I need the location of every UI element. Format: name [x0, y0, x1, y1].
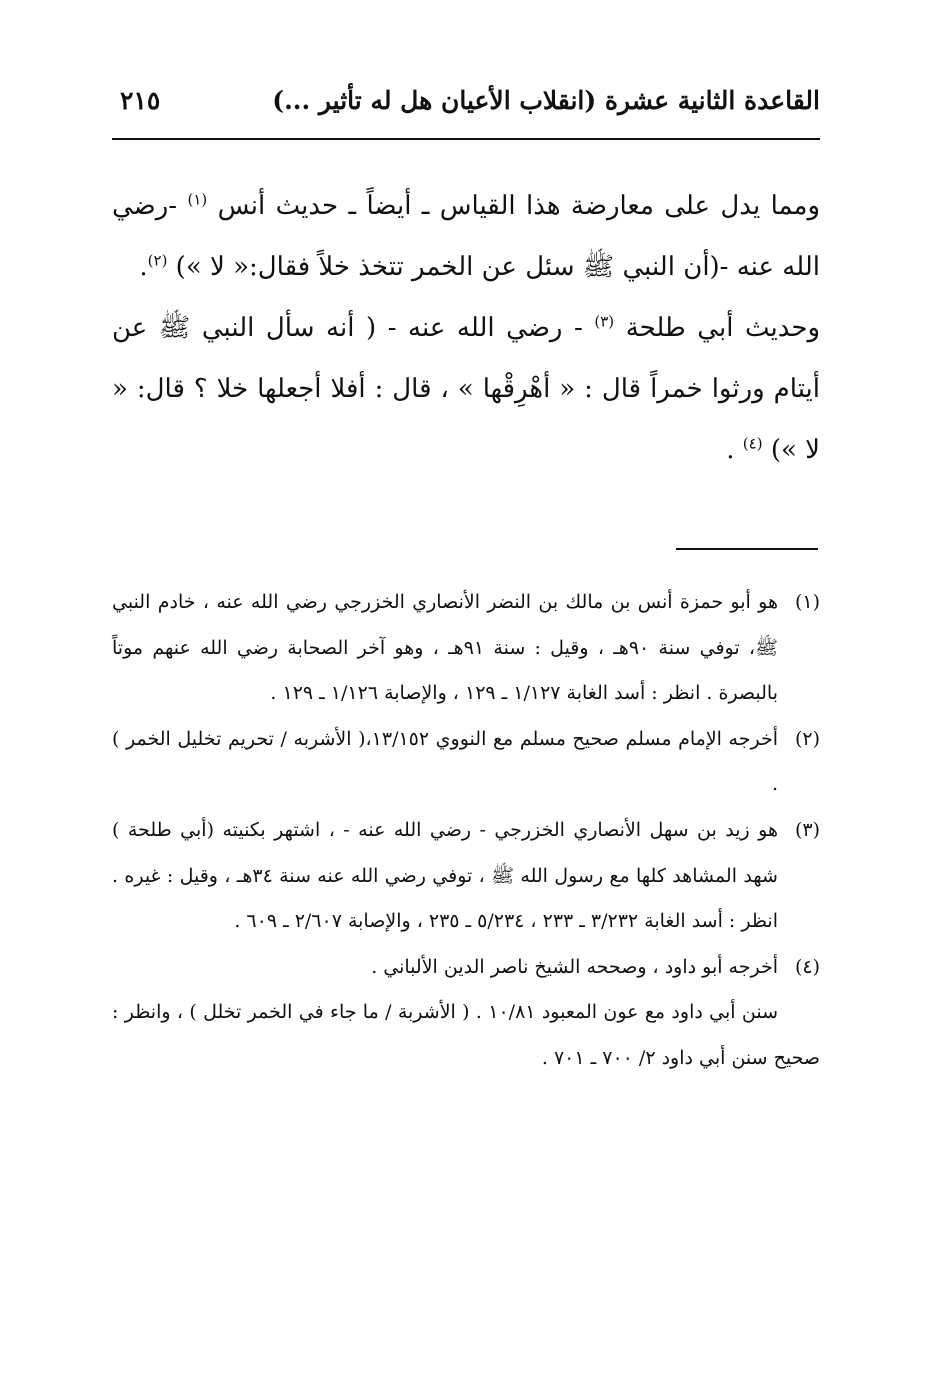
footnote-2 [112, 717, 820, 808]
footnote-separator [676, 548, 818, 550]
paragraph-2-part-c: . [726, 435, 743, 465]
paragraph-2-part-b: - رضي الله عنه - ( أنه سأل النبي ﷺ عن أيتام ورثوا خمراً قال : « أهْرِقْها » ، قال : أفلا أجعلها خلا ؟ قال: « لا ») [112, 313, 820, 465]
footnote-number: (٢) [794, 727, 820, 750]
footnote-text: أخرجه أبو داود ، وصححه الشيخ ناصر الدين الألباني . [371, 955, 778, 978]
footnote-number: (١) [794, 591, 820, 613]
footnote-1 [112, 580, 820, 717]
running-title: القاعدة الثانية عشرة (انقلاب الأعيان هل له تأثير ...) [272, 86, 820, 115]
page-number: ٢١٥ [120, 86, 161, 115]
footnote-text: أخرجه الإمام مسلم صحيح مسلم مع النووي ١٣/١٥٢،( الأشربه / تحريم تخليل الخمر ) . [112, 727, 778, 796]
footnote-number: (٤) [794, 955, 820, 978]
header-rule [112, 138, 820, 140]
footnote-ref-4: (٤) [742, 434, 763, 453]
footnote-4 [112, 945, 820, 991]
paragraph-1-part-b: -رضي الله عنه -(أن النبي ﷺ سئل عن الخمر تتخذ خلاً فقال:« لا ») [112, 191, 820, 282]
paragraph-1 [112, 176, 820, 298]
footnote-4-continuation: سنن أبي داود مع عون المعبود ١٠/٨١ . ( الأشربة / ما جاء في الخمر تخلل ) ، وانظر : صحيح سنن أبي داود ٢/ ٧٠٠ ـ ٧٠١ . [112, 1001, 820, 1069]
footnote-text: هو زيد بن سهل الأنصاري الخزرجي - رضي الله عنه - ، اشتهر بكنيته (أبي طلحة ) شهد المشاهد كلها مع رسول الله ﷺ ، توفي رضي الله عنه سنة ٣٤هـ ، وقيل : غيره . انظر : أسد الغابة ٣/٢٣٢ ـ ٢٣٣ ، ٥/٢٣٤ ـ ٢٣٥ ، والإصابة ٢/٦٠٧ ـ ٦٠٩ . [112, 818, 778, 933]
footnote-ref-2: (٢) [147, 251, 168, 270]
paragraph-1-part-c: . [139, 252, 148, 282]
main-text [112, 176, 820, 481]
footnote-ref-1: (١) [187, 190, 208, 209]
paragraph-1-part-a: ومما يدل على معارضة هذا القياس ـ أيضاً ـ حديث أنس [217, 191, 821, 221]
page-header [112, 80, 820, 132]
paragraph-2 [112, 298, 820, 481]
footnotes [112, 580, 820, 1082]
footnote-number: (٣) [794, 818, 820, 841]
paragraph-2-part-a: وحديث أبي طلحة [625, 313, 821, 343]
footnote-ref-3: (٣) [594, 312, 615, 331]
footnote-3 [112, 808, 820, 945]
footnote-text: هو أبو حمزة أنس بن مالك بن النضر الأنصاري الخزرجي رضي الله عنه ، خادم النبي ﷺ، توفي سنة ٩٠هـ ، وقيل : سنة ٩١هـ ، وهو آخر الصحابة رضي الله عنهم موتاً بالبصرة . انظر : أسد الغابة ١/١٢٧ ـ ١٢٩ ، والإصابة ١/١٢٦ ـ ١٢٩ . [112, 591, 778, 705]
